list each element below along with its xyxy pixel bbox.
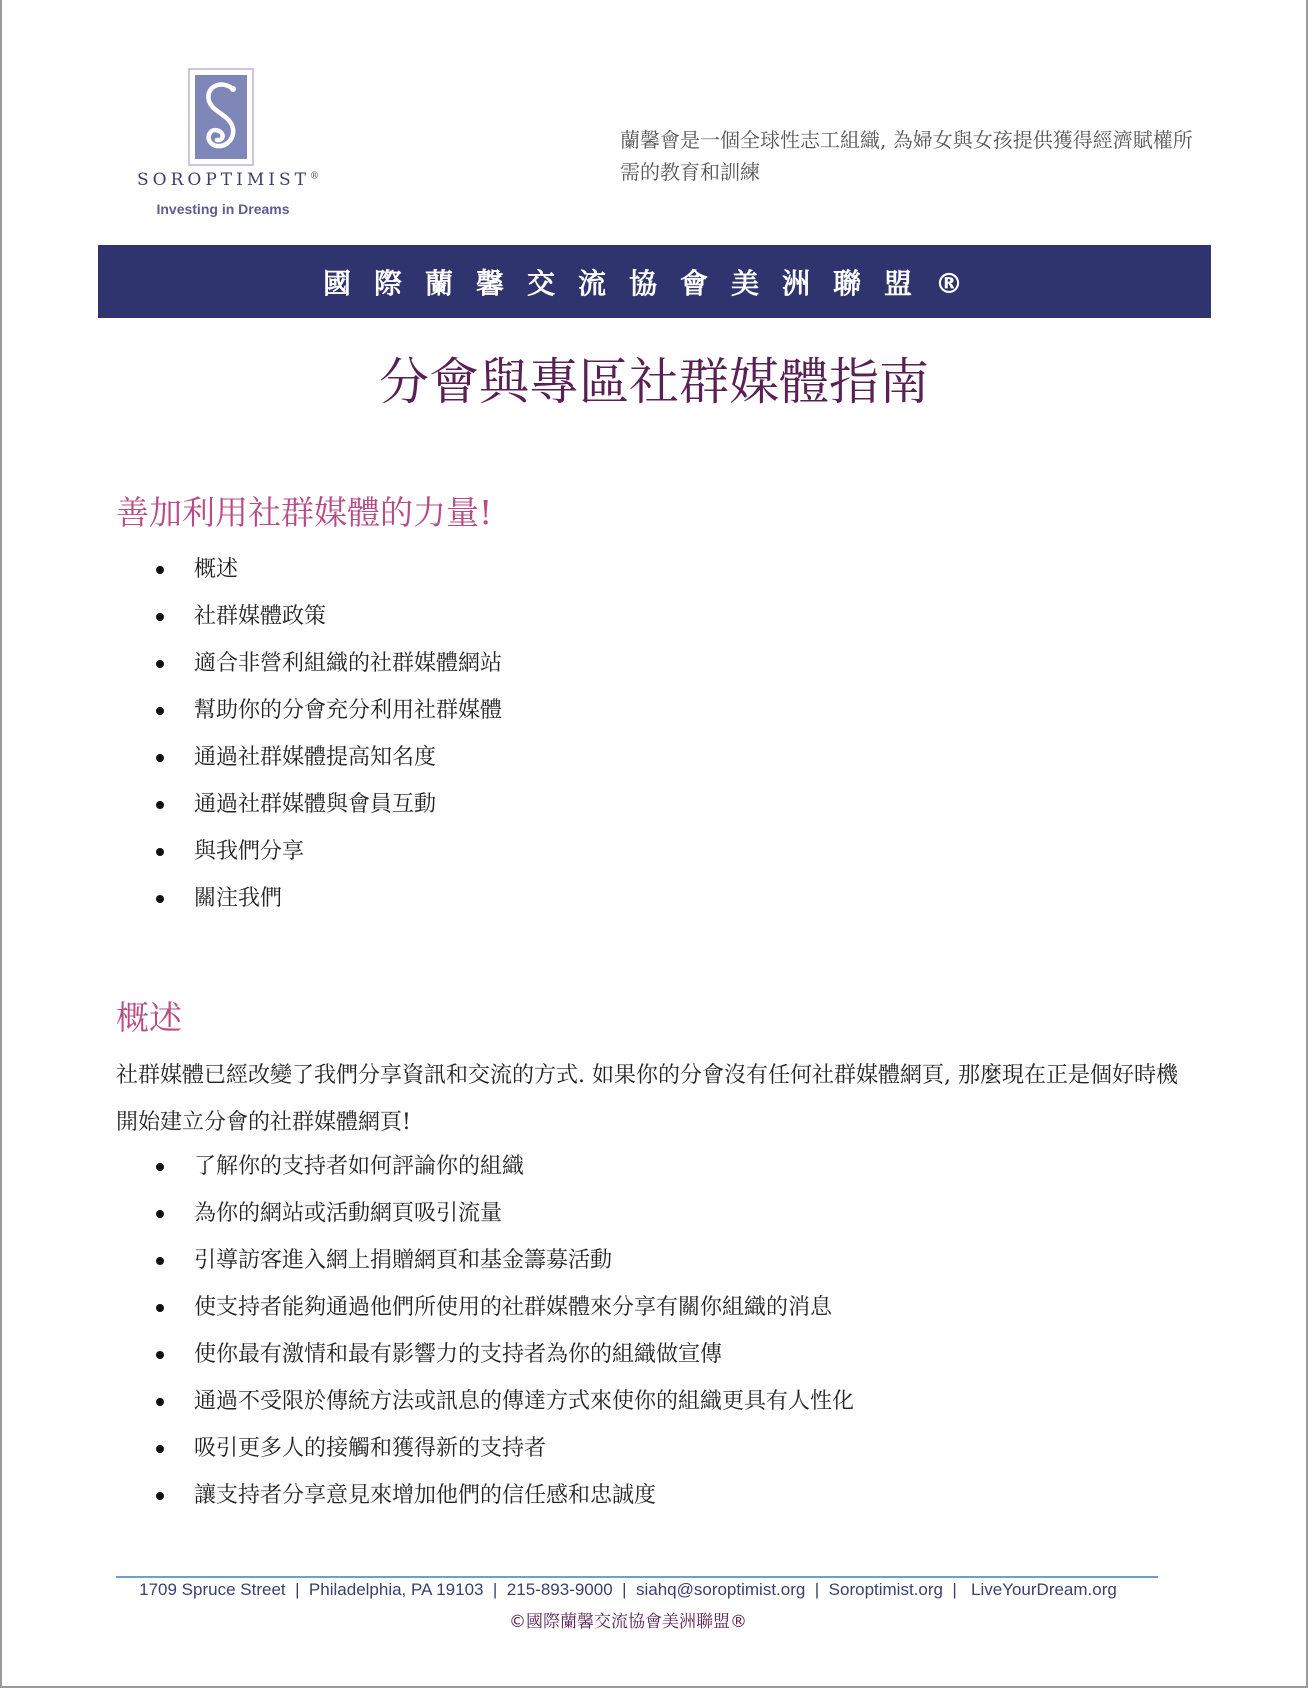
list-item bbox=[0, 640, 502, 687]
list-item bbox=[0, 1143, 854, 1190]
bullet-icon bbox=[156, 1398, 164, 1406]
list-item-text: 幫助你的分會充分利用社群媒體 bbox=[194, 698, 503, 723]
list-item-text: 通過社群媒體與會員互動 bbox=[194, 792, 437, 817]
list-item-text: 概述 bbox=[194, 557, 239, 582]
list-item bbox=[0, 781, 502, 828]
list-item-text: 通過社群媒體提高知名度 bbox=[194, 745, 437, 770]
logo-wordmark bbox=[128, 170, 328, 190]
benefits-list bbox=[0, 1143, 854, 1519]
bullet-icon bbox=[156, 660, 164, 668]
list-item-text: 了解你的支持者如何評論你的組織 bbox=[194, 1154, 525, 1179]
overview-paragraph: 社群媒體已經改變了我們分享資訊和交流的方式. 如果你的分會沒有任何社群媒體網頁, 那麼現在正是個好時機開始建立分會的社群媒體網頁! bbox=[116, 1063, 1178, 1135]
list-item bbox=[0, 1237, 854, 1284]
section-heading-overview: 概述 bbox=[116, 998, 182, 1037]
list-item bbox=[0, 828, 502, 875]
list-item bbox=[0, 593, 502, 640]
section-heading-power: 善加利用社群媒體的力量! bbox=[116, 493, 493, 532]
soroptimist-logo bbox=[188, 68, 254, 166]
list-item-text: 社群媒體政策 bbox=[194, 604, 327, 629]
bullet-icon bbox=[156, 895, 164, 903]
logo-registered-mark: ® bbox=[309, 171, 319, 182]
list-item-text: 使支持者能夠通過他們所使用的社群媒體來分享有關你組織的消息 bbox=[194, 1295, 833, 1320]
logo-wordmark-text: SOROPTIMIST bbox=[137, 170, 310, 190]
list-item bbox=[0, 546, 502, 593]
list-item bbox=[0, 1425, 854, 1472]
bullet-icon bbox=[156, 613, 164, 621]
list-item-text: 讓支持者分享意見來增加他們的信任感和忠誠度 bbox=[194, 1483, 657, 1508]
list-item-text: 引導訪客進入網上捐贈網頁和基金籌募活動 bbox=[194, 1248, 613, 1273]
bullet-icon bbox=[156, 1210, 164, 1218]
list-item bbox=[0, 1284, 854, 1331]
bullet-icon bbox=[156, 801, 164, 809]
list-item bbox=[0, 1378, 854, 1425]
bullet-icon bbox=[156, 1163, 164, 1171]
bullet-icon bbox=[156, 848, 164, 856]
org-description: 蘭馨會是一個全球性志工組織, 為婦女與女孩提供獲得經濟賦權所需的教育和訓練 bbox=[620, 128, 1193, 184]
bullet-icon bbox=[156, 566, 164, 574]
footer-contact-info: 1709 Spruce Street | Philadelphia, PA 19103 | 215-893-9000 | siahq@soroptimist.org | Soroptimist.org | LiveYourDream.org bbox=[139, 1580, 1117, 1599]
list-item bbox=[0, 1190, 854, 1237]
list-item-text: 使你最有激情和最有影響力的支持者為你的組織做宣傳 bbox=[194, 1342, 723, 1367]
footer-divider bbox=[116, 1576, 1158, 1578]
list-item-text: 與我們分享 bbox=[194, 839, 305, 864]
logo-s-icon bbox=[195, 75, 247, 159]
list-item-text: 關注我們 bbox=[194, 886, 283, 911]
list-item bbox=[0, 1472, 854, 1519]
bullet-icon bbox=[156, 1257, 164, 1265]
list-item bbox=[0, 734, 502, 781]
list-item-text: 適合非營利組織的社群媒體網站 bbox=[194, 651, 503, 676]
bullet-icon bbox=[156, 754, 164, 762]
list-item bbox=[0, 1331, 854, 1378]
footer-copyright: ©國際蘭馨交流協會美洲聯盟® bbox=[509, 1612, 747, 1632]
bullet-icon bbox=[156, 1304, 164, 1312]
list-item-text: 通過不受限於傳統方法或訊息的傳達方式來使你的組織更具有人性化 bbox=[194, 1389, 855, 1414]
bullet-icon bbox=[156, 707, 164, 715]
bullet-icon bbox=[156, 1492, 164, 1500]
table-of-contents-list bbox=[0, 546, 502, 922]
bullet-icon bbox=[156, 1351, 164, 1359]
list-item-text: 為你的網站或活動網頁吸引流量 bbox=[194, 1201, 503, 1226]
banner-text: 國際蘭馨交流協會美洲聯盟® bbox=[322, 266, 986, 300]
document-title: 分會與專區社群媒體指南 bbox=[379, 353, 929, 411]
header-banner bbox=[98, 245, 1211, 318]
list-item bbox=[0, 687, 502, 734]
list-item-text: 吸引更多人的接觸和獲得新的支持者 bbox=[194, 1436, 547, 1461]
bullet-icon bbox=[156, 1445, 164, 1453]
logo-tagline: Investing in Dreams bbox=[156, 201, 290, 217]
list-item bbox=[0, 875, 502, 922]
